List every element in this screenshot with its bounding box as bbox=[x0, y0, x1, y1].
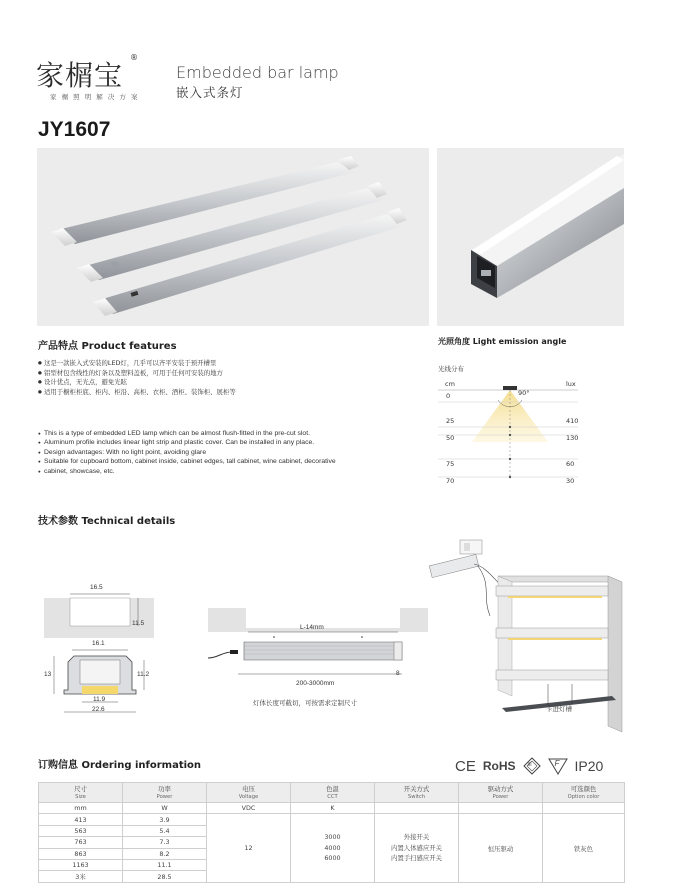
brand-logo bbox=[36, 58, 128, 92]
cm-value: 25 bbox=[446, 417, 455, 425]
dim-profile-top: 16.1 bbox=[92, 640, 105, 647]
unit-cell: VDC bbox=[207, 803, 291, 814]
driver-cell: 恒压驱动 bbox=[459, 814, 543, 882]
logo-text: 家榍宝 bbox=[36, 59, 124, 92]
voltage-cell: 12 bbox=[207, 814, 291, 882]
dim-profile-width: 22.6 bbox=[92, 706, 105, 713]
emission-lux-label: lux bbox=[566, 380, 576, 388]
size-cell: 563 bbox=[39, 825, 123, 836]
ordering-table bbox=[38, 782, 625, 883]
size-cell: 413 bbox=[39, 814, 123, 825]
unit-cell bbox=[543, 803, 625, 814]
brand-tagline: 家 榍 照 明 解 决 方 案 bbox=[50, 93, 139, 101]
cm-value: 75 bbox=[446, 460, 455, 468]
power-cell: 5.4 bbox=[123, 825, 207, 836]
dim-led-length: L-14mm bbox=[300, 624, 324, 631]
switch-cell: 外接开关 内置人体感应开关 内置手扫感应开关 bbox=[375, 814, 459, 882]
lux-value: 60 bbox=[566, 460, 575, 468]
cm-value: 50 bbox=[446, 434, 455, 442]
product-photo-section bbox=[437, 148, 624, 326]
power-cell: 7.3 bbox=[123, 837, 207, 848]
cut-note: 灯体长度可截切，可按需求定制尺寸 bbox=[253, 699, 357, 707]
f-mark-icon: F bbox=[548, 757, 568, 775]
power-cell: 8.2 bbox=[123, 848, 207, 859]
dim-profile-height: 13 bbox=[44, 671, 52, 678]
feature-cn-item: ● 铝型材包含线性的灯条以及塑料盖板，可用于任何可安装的地方 bbox=[38, 369, 418, 379]
power-cell: 11.1 bbox=[123, 859, 207, 870]
ip-rating: IP20 bbox=[574, 758, 604, 774]
dim-slot-width: 16.5 bbox=[90, 584, 103, 591]
color-cell: 铁灰色 bbox=[543, 814, 625, 882]
rohs-mark: RoHS bbox=[482, 759, 516, 773]
features-list-en bbox=[38, 429, 418, 476]
feature-en-item: ● This is a type of embedded LED lamp which can be almost flush-fitted in the pre-cut slot. bbox=[38, 429, 418, 438]
col-header-switch: 开关方式 Switch bbox=[375, 783, 459, 803]
features-list-cn bbox=[38, 359, 418, 397]
power-cell: 28.5 bbox=[123, 871, 207, 882]
unit-cell bbox=[375, 803, 459, 814]
class-iii-icon: III bbox=[523, 757, 541, 775]
lux-value: 130 bbox=[566, 434, 579, 442]
light-distribution-diagram bbox=[438, 378, 578, 490]
product-title-cn: 嵌入式条灯 bbox=[176, 85, 244, 100]
col-header-cct: 色温 CCT bbox=[291, 783, 375, 803]
unit-cell bbox=[459, 803, 543, 814]
model-number: JY1607 bbox=[38, 118, 111, 141]
dim-profile-inner-w: 11.9 bbox=[93, 696, 106, 703]
unit-cell: mm bbox=[39, 803, 123, 814]
size-cell: 3米 bbox=[39, 871, 123, 882]
feature-en-item: ● Suitable for cupboard bottom, cabinet inside, cabinet edges, tall cabinet, wine cabinet, decorative bbox=[38, 457, 418, 466]
slot-label: 卡进灯槽 bbox=[546, 705, 572, 713]
lux-value: 410 bbox=[566, 417, 579, 425]
technical-title: 技术参数 Technical details bbox=[38, 516, 176, 527]
col-header-driver: 驱动方式 Power bbox=[459, 783, 543, 803]
lux-value: 30 bbox=[566, 477, 575, 485]
unit-cell: K bbox=[291, 803, 375, 814]
power-cell: 3.9 bbox=[123, 814, 207, 825]
col-header-voltage: 电压 Voltage bbox=[207, 783, 291, 803]
cct-cell: 3000 4000 6000 bbox=[291, 814, 375, 882]
dim-slot-depth: 11.5 bbox=[132, 620, 145, 627]
product-photo-bars bbox=[37, 148, 429, 326]
certification-marks bbox=[455, 757, 603, 775]
feature-cn-item: ● 适用于橱柜柜底、柜内、柜沿、高柜、衣柜、酒柜、装饰柜、展柜等 bbox=[38, 388, 418, 398]
dim-profile-inner-h: 11.2 bbox=[137, 671, 150, 678]
product-title-en: Embedded bar lamp bbox=[176, 63, 339, 82]
registered-mark: ® bbox=[130, 53, 138, 62]
col-header-power: 功率 Power bbox=[123, 783, 207, 803]
lamp-length-drawing bbox=[208, 604, 428, 684]
emission-angle: 90° bbox=[518, 389, 530, 397]
table-units-row bbox=[39, 803, 625, 814]
emission-title: 光照角度 Light emission angle bbox=[438, 337, 567, 346]
size-cell: 1163 bbox=[39, 859, 123, 870]
feature-en-item: ● Aluminum profile includes linear light strip and plastic cover. Can be installed in any place. bbox=[38, 438, 418, 447]
col-header-color: 可选颜色 Option color bbox=[543, 783, 625, 803]
feature-cn-item: ● 设计优点，无光点，避免光眩 bbox=[38, 378, 418, 388]
cm-value: 0 bbox=[446, 392, 451, 400]
feature-cn-item: ● 这是一款嵌入式安装的LED灯，几乎可以齐平安装于预开槽里 bbox=[38, 359, 418, 369]
feature-en-item: ● Design advantages: With no light point, avoiding glare bbox=[38, 448, 418, 457]
feature-en-item-cont: ● cabinet, showcase, etc. bbox=[38, 467, 418, 476]
size-cell: 863 bbox=[39, 848, 123, 859]
emission-subtitle: 光线分布 bbox=[438, 365, 464, 373]
ce-mark: CE bbox=[455, 757, 476, 775]
table-row bbox=[39, 814, 625, 825]
table-header-row bbox=[39, 783, 625, 803]
size-cell: 763 bbox=[39, 837, 123, 848]
ordering-title: 订购信息 Ordering information bbox=[38, 760, 202, 771]
dim-lamp-length: 200-3000mm bbox=[296, 680, 335, 687]
cm-value: 70 bbox=[446, 477, 455, 485]
emission-cm-label: cm bbox=[445, 380, 455, 388]
unit-cell: W bbox=[123, 803, 207, 814]
col-header-size: 尺寸 Size bbox=[39, 783, 123, 803]
dim-end-cap: 8 bbox=[396, 670, 400, 677]
features-title: 产品特点 Product features bbox=[38, 341, 177, 352]
cabinet-installation-illustration bbox=[412, 536, 632, 736]
